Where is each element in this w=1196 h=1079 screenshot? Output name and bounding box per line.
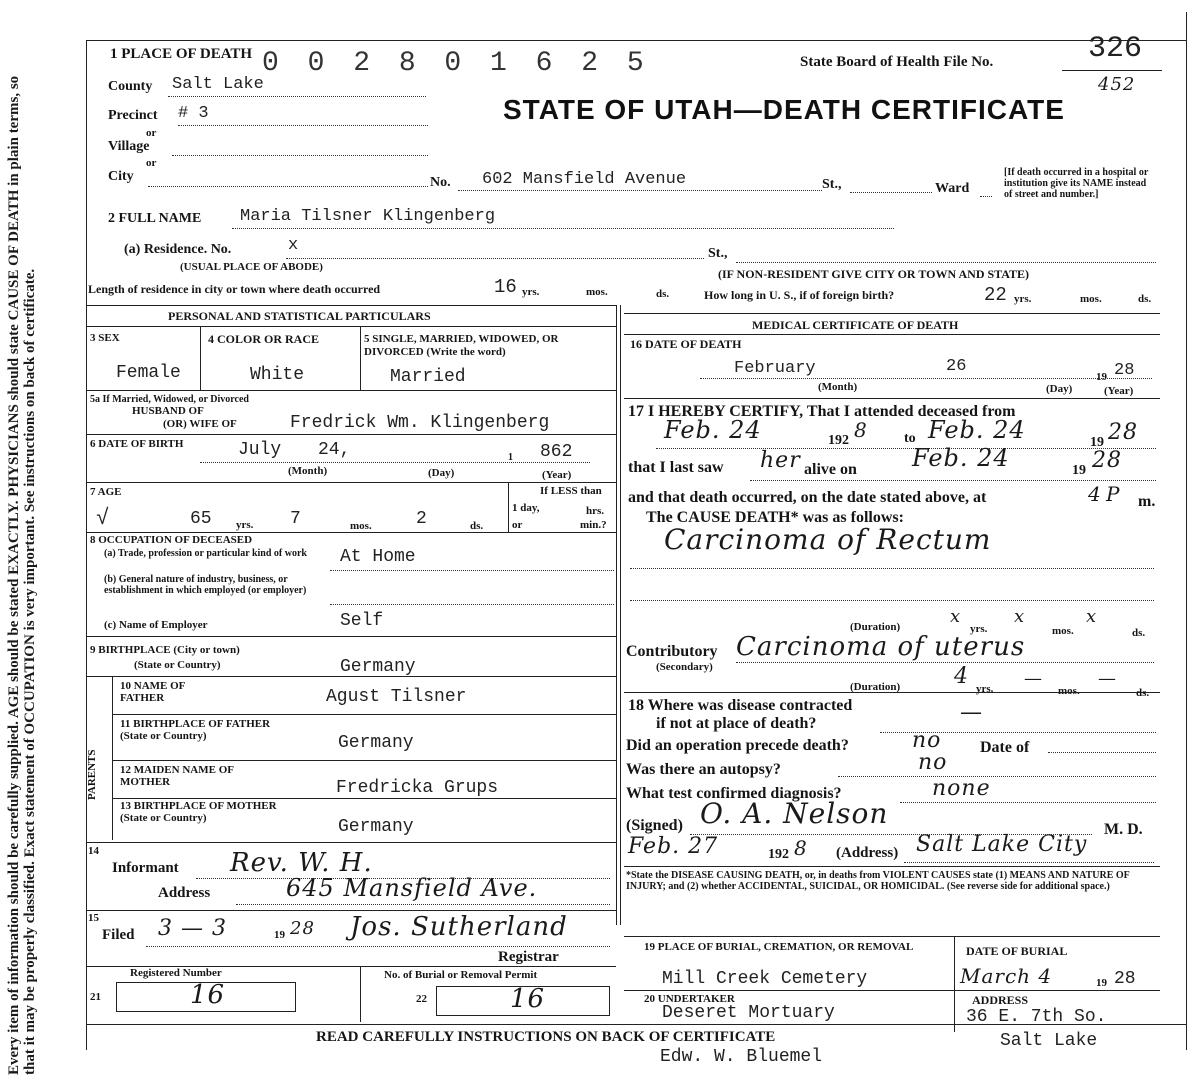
registered-number-label: Registered Number bbox=[130, 967, 222, 979]
autopsy-label: Was there an autopsy? bbox=[626, 761, 781, 778]
undertaker-city: Salt Lake bbox=[1000, 1031, 1098, 1051]
contributory-cause: Carcinoma of uterus bbox=[736, 632, 1026, 662]
undertaker-name: Edw. W. Bluemel bbox=[660, 1047, 823, 1067]
race-label: 4 COLOR OR RACE bbox=[208, 332, 320, 346]
last-saw-date: Feb. 24 bbox=[912, 444, 1010, 472]
physician-address: Salt Lake City bbox=[916, 832, 1088, 857]
death-time: 4 bbox=[1088, 482, 1102, 506]
nonresident-label: (IF NON-RESIDENT GIVE CITY OR TOWN AND STATE) bbox=[718, 267, 1030, 281]
street-label: St., bbox=[822, 177, 842, 192]
cause-label: The CAUSE DEATH* was as follows: bbox=[646, 509, 904, 526]
autopsy-answer: no bbox=[918, 750, 948, 775]
parents-label: PARENTS bbox=[86, 749, 98, 800]
filed-year: 28 bbox=[290, 918, 315, 939]
file-no: 326 bbox=[1088, 32, 1143, 66]
residence-label: (a) Residence. No. bbox=[124, 242, 232, 257]
dob-label: 6 DATE OF BIRTH bbox=[90, 438, 184, 450]
personal-header: PERSONAL AND STATISTICAL PARTICULARS bbox=[168, 309, 431, 323]
age-months: 7 bbox=[290, 509, 301, 529]
undertaker: Deseret Mortuary bbox=[662, 1003, 835, 1023]
file-no-line bbox=[1062, 70, 1162, 71]
file-no-alt: 452 bbox=[1098, 74, 1136, 95]
spouse-name: Fredrick Wm. Klingenberg bbox=[290, 413, 550, 433]
undertaker-address: 36 E. 7th So. bbox=[966, 1007, 1107, 1027]
signed-date: Feb. 27 bbox=[628, 834, 719, 859]
age-days: 2 bbox=[416, 509, 427, 529]
date-of-death-label: 16 DATE OF DEATH bbox=[630, 337, 742, 351]
burial-permit-label: No. of Burial or Removal Permit bbox=[384, 969, 538, 981]
ward-note: [If death occurred in a hospital or institution give its NAME instead of street and number.] bbox=[1004, 167, 1149, 200]
dob-month: July bbox=[238, 440, 282, 460]
serial-number: 0 0 2 8 0 1 6 2 5 bbox=[262, 48, 650, 79]
death-year: 28 bbox=[1114, 361, 1135, 380]
sex-value: Female bbox=[116, 363, 181, 383]
medical-header: MEDICAL CERTIFICATE OF DEATH bbox=[752, 318, 959, 332]
marital-label: 5 SINGLE, MARRIED, WIDOWED, OR DIVORCED (Write the word) bbox=[364, 333, 559, 358]
precinct-label: Precinct bbox=[108, 108, 158, 123]
death-month: February bbox=[734, 359, 816, 378]
attended-to: Feb. 24 bbox=[928, 416, 1026, 444]
death-day: 26 bbox=[946, 357, 967, 376]
age-years: 65 bbox=[190, 509, 212, 529]
precinct-value: # 3 bbox=[178, 104, 209, 123]
informant-value: Rev. W. H. bbox=[230, 848, 373, 878]
county-label: County bbox=[108, 79, 153, 94]
street-no-label: No. bbox=[430, 175, 451, 190]
registrar-label: Registrar bbox=[498, 949, 559, 965]
right-border bbox=[1186, 12, 1187, 1050]
birthplace-value: Germany bbox=[340, 657, 416, 677]
age-label: 7 AGE bbox=[90, 486, 122, 498]
top-border bbox=[86, 40, 1186, 41]
burial-place: Mill Creek Cemetery bbox=[662, 969, 868, 989]
burial-year: 28 bbox=[1114, 969, 1136, 989]
operation-label: Did an operation precede death? bbox=[626, 737, 849, 754]
county-value: Salt Lake bbox=[172, 75, 264, 94]
length-residence-yrs: 16 bbox=[494, 276, 517, 298]
residence-no: x bbox=[288, 236, 299, 255]
length-residence-label: Length of residence in city or town where death occurred bbox=[88, 282, 381, 296]
birthplace-label: 9 BIRTHPLACE (City or town) bbox=[90, 644, 240, 656]
page-title: STATE OF UTAH—DEATH CERTIFICATE bbox=[503, 94, 1065, 125]
residence-st-label: St., bbox=[708, 246, 728, 261]
registered-number: 16 bbox=[190, 980, 226, 1010]
test-answer: none bbox=[932, 776, 991, 801]
left-border bbox=[86, 40, 87, 1050]
test-label: What test confirmed diagnosis? bbox=[626, 785, 842, 802]
margin-instructions: Every item of information should be carefully supplied. AGE should be stated EXACTLY. PHYSICIANS should state CAUSE OF DEATH in plain terms, so that it may be properly classified. Exact statement of OCCUPATION is very important. See instructions on back of certificate. bbox=[6, 75, 38, 1075]
physician-signature: O. A. Nelson bbox=[700, 797, 889, 830]
occupation-trade: At Home bbox=[340, 547, 416, 567]
father-birthplace: Germany bbox=[338, 733, 414, 753]
informant-address: 645 Mansfield Ave. bbox=[286, 874, 538, 902]
full-name-label: 2 FULL NAME bbox=[108, 211, 202, 226]
burial-date-label: DATE OF BURIAL bbox=[966, 944, 1068, 958]
operation-answer: no bbox=[912, 728, 942, 753]
burial-place-label: 19 PLACE OF BURIAL, CREMATION, OR REMOVAL bbox=[644, 941, 914, 953]
ward-label: Ward bbox=[935, 181, 970, 196]
village-label: Village bbox=[108, 139, 150, 154]
dob-year: 862 bbox=[540, 442, 573, 462]
us-residence-yrs: 22 bbox=[984, 284, 1007, 306]
registrar-signature: Jos. Sutherland bbox=[350, 912, 568, 942]
employer: Self bbox=[340, 611, 384, 631]
informant-label: Informant bbox=[112, 860, 179, 876]
undertaker-address-label: ADDRESS bbox=[972, 993, 1029, 1007]
footer-instructions: READ CAREFULLY INSTRUCTIONS ON BACK OF CERTIFICATE bbox=[316, 1029, 776, 1045]
marital-value: Married bbox=[390, 367, 466, 387]
city-label: City bbox=[108, 169, 134, 184]
medical-footnote: *State the DISEASE CAUSING DEATH, or, in deaths from VIOLENT CAUSES state (1) MEANS AND NATURE OF INJURY; and (2) whether ACCIDENTAL, SUICIDAL, OR HOMICIDAL. (See reverse side for additional space.) bbox=[626, 870, 1130, 892]
undertaker-label: 20 UNDERTAKER bbox=[644, 993, 735, 1005]
street-address: 602 Mansfield Avenue bbox=[482, 170, 687, 189]
occupation-label: 8 OCCUPATION OF DECEASED bbox=[90, 534, 253, 546]
contributory-label: Contributory bbox=[626, 643, 718, 660]
mother-name: Fredricka Grups bbox=[336, 778, 499, 798]
father-name: Agust Tilsner bbox=[326, 687, 467, 707]
attended-from: Feb. 24 bbox=[664, 416, 762, 444]
filed-date: 3 — 3 bbox=[158, 916, 227, 941]
burial-permit-number: 16 bbox=[510, 984, 546, 1014]
dob-day: 24, bbox=[318, 440, 351, 460]
informant-address-label: Address bbox=[158, 885, 211, 901]
full-name: Maria Tilsner Klingenberg bbox=[240, 207, 496, 226]
signed-label: (Signed) bbox=[626, 817, 683, 834]
file-no-label: State Board of Health File No. bbox=[800, 54, 994, 70]
place-of-death-label: 1 PLACE OF DEATH bbox=[110, 46, 253, 62]
sex-label: 3 SEX bbox=[90, 332, 120, 344]
death-occurred-label: and that death occurred, on the date stated above, at bbox=[628, 489, 987, 506]
race-value: White bbox=[250, 365, 305, 385]
certify-label: 17 I HEREBY CERTIFY, That I attended deceased from bbox=[628, 403, 1016, 420]
mother-birthplace: Germany bbox=[338, 817, 414, 837]
cause-of-death: Carcinoma of Rectum bbox=[664, 523, 992, 556]
center-divider bbox=[620, 305, 621, 925]
usual-abode-label: (USUAL PLACE OF ABODE) bbox=[180, 261, 323, 273]
us-residence-label: How long in U. S., if of foreign birth? bbox=[704, 288, 895, 302]
filed-label: Filed bbox=[102, 927, 135, 943]
burial-date: March 4 bbox=[960, 964, 1053, 988]
